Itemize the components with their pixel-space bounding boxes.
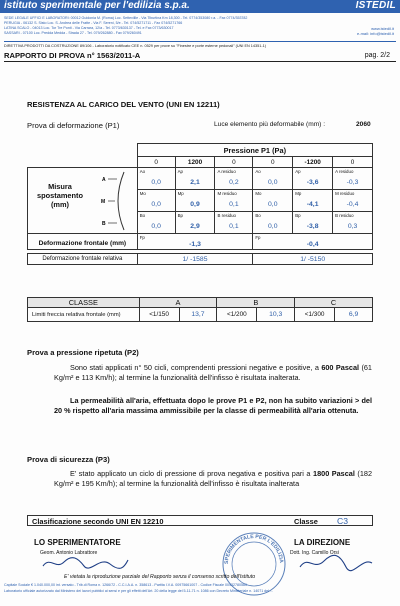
cell-bo-2: Bo 0,0 (253, 212, 293, 234)
relative-deformation-label: Deformazione frontale relativa (28, 254, 138, 265)
direction-name: Dott. Ing. Camillo Orsi (290, 550, 339, 556)
cell-mp-1: Mp 0,9 (175, 190, 215, 212)
classification-box (27, 515, 373, 526)
cell-bp-1: Bp 2,9 (175, 212, 215, 234)
cell-mo-2: Mo 0,0 (253, 190, 293, 212)
stamp-text: SPERIMENTALE PER L'EDILIZIA (223, 533, 285, 565)
email: e-mail: info@istedil.it (357, 31, 394, 36)
p3-paragraph: E' stato applicato un ciclo di pressione di prova negativa e positiva pari a 1800 Pascal (182 Kg/m² e 195 Km/h); al termine la funzionalità dell'infisso è risultata inalterata (54, 469, 373, 488)
title-rule (4, 61, 396, 62)
pressure-value: 0 (333, 157, 373, 168)
letterhead-rule (4, 41, 396, 42)
cell-bp-2: Bp -3,8 (293, 212, 333, 234)
pressure-value: 0 (137, 157, 175, 168)
cell-bres-1: B residuo 0,1 (215, 212, 253, 234)
value-b: 10,3 (257, 308, 295, 322)
class-c-header: C (295, 298, 373, 308)
letterhead-address-2: PERUGIA - 06132 S. Sisto Loc. S. Andrea delle Fratte - Via F. Sereni, 5/e - Tel. 074/5271711 - Fax 074/5271766 (4, 21, 183, 25)
displacement-label: Misura spostamento (mm) (37, 182, 83, 209)
experimenter-signature (40, 554, 130, 572)
limit-a: <1/150 (139, 308, 179, 322)
direction-signature (296, 553, 376, 573)
measurement-points-diagram (90, 168, 136, 234)
pressure-value: 0 (253, 157, 293, 168)
istedil-logo: ISTEDIL (355, 0, 396, 11)
p3-heading: Prova di sicurezza (P3) (27, 455, 110, 464)
classification-class-value: C3 (337, 516, 348, 526)
element-span-value: 2060 (356, 121, 371, 128)
limit-c: <1/300 (295, 308, 335, 322)
p1-deformation-table (27, 143, 373, 265)
cell-ao-2: Ao 0,0 (253, 168, 293, 190)
classification-label: Clasificazione secondo UNI EN 12210 (32, 517, 164, 526)
p2-paragraph: Sono stati applicati n° 50 cicli, comprendenti pressioni negative e positive, a 600 Pascal (61 Kg/m² e 113 Km/h); al termine la funzionalità dell'infisso è risultata inalterata. (54, 363, 372, 382)
cell-ares-1: A residuo 0,2 (215, 168, 253, 190)
letterhead-address-4: SASSARI - 07100 Loc. Predda Medda - Strada 27 - Tel. 079/262880 - Fax 079/260491 (4, 31, 142, 35)
cell-bres-2: B residuo 0,3 (333, 212, 373, 234)
p2-heading: Prova a pressione ripetuta (P2) (27, 348, 139, 357)
class-a-header: A (139, 298, 217, 308)
point-a-label: A (102, 177, 106, 183)
institute-stamp (220, 530, 288, 598)
p1-heading: Prova di deformazione (P1) (27, 121, 120, 130)
website: www.istedil.it (371, 26, 394, 31)
svg-text:SPERIMENTALE PER L'EDILIZIA (224, 534, 284, 564)
cell-ap-2: Ap -3,6 (293, 168, 333, 190)
limit-b: <1/200 (217, 308, 257, 322)
relative-deformation-positive: 1/ -1585 (137, 254, 253, 265)
point-b-label: B (102, 221, 106, 227)
pressure-value: 1200 (175, 157, 215, 168)
deformation-cell-positive: Fp -1,3 (137, 234, 253, 250)
reproduction-warning: E' vietata la riproduzione parziale del Rapporto senza il consenso scritto dell'Istituto (64, 574, 256, 580)
classification-class-label: Classe (294, 517, 318, 526)
cell-ao-1: Ao 0,0 (137, 168, 175, 190)
value-a: 13,7 (179, 308, 217, 322)
experimenter-title: LO SPERIMENTATORE (34, 538, 121, 547)
cell-mres-2: M residuo -0,4 (333, 190, 373, 212)
experimenter-name: Geom. Antonio Labrattore (40, 550, 98, 556)
class-b-header: B (217, 298, 295, 308)
letterhead-address-3: LATINA SCALO - 04013 Loc. Tor Tre Ponti - Via Carrara, 12/a - Tel. 0773/630137 - Tel. e Fax 0773/630017 (4, 26, 174, 30)
pressure-value: -1200 (293, 157, 333, 168)
air-permeability-paragraph: La permeabilità all'aria, effettuata dopo le prove P1 e P2, non ha subito variazioni > del 20 % rispetto all'aria massima ammissibile per la classe di permeabilità all'aria ottenuta. (54, 396, 372, 415)
class-header-label: CLASSE (28, 298, 140, 308)
pressure-value: 0 (215, 157, 253, 168)
element-span-label: Luce elemento più deformabile (mm) : (214, 121, 326, 128)
cell-mo-1: Mo 0,0 (137, 190, 175, 212)
footer-line-1: Capitale Sociale € 1.040.000,00 int. versato - Trib.di Roma n. 1266/72 - C.C.I.A.A. n. 358613 - Partita I.V.A. 00975661007 - Codice Fiscale 00432780585 (4, 583, 247, 587)
section-title: RESISTENZA AL CARICO DEL VENTO (UNI EN 12211) (27, 100, 220, 109)
footer-line-2: Laboratorio ufficiale autorizzato dal Ministero dei lavori pubblici ai sensi e per gli effetti dell'Art. 20 della legge del 5-11-71 n. 1086 con Decreto Ministeriale n. 14071 del ... (4, 589, 273, 593)
limits-label: Limiti freccia relativa frontale (mm) (28, 308, 140, 322)
direction-title: LA DIREZIONE (294, 538, 351, 547)
class-limits-table (27, 297, 373, 322)
deformation-cell-negative: Fp -0,4 (253, 234, 373, 250)
value-c: 6,9 (335, 308, 373, 322)
letterhead (0, 0, 400, 40)
pressure-title: Pressione P1 (Pa) (137, 144, 372, 157)
displacement-label-cell (28, 168, 138, 234)
company-name: istituto sperimentale per l'edilizia s.p.a. (4, 0, 190, 11)
page-number: pag. 2/2 (364, 52, 390, 59)
cell-ares-2: A residuo -0,3 (333, 168, 373, 190)
directive-note: DIRETTIVA PRODOTTI DA COSTRUZIONE 89/106 - Laboratorio notificato CEE n. 0529 per prove su "Finestre e porte esterne pedonali" (UNI EN 14351-1) (4, 44, 266, 48)
cell-mres-1: M residuo 0,1 (215, 190, 253, 212)
point-m-label: M (101, 199, 106, 205)
cell-mp-2: Mp -4,1 (293, 190, 333, 212)
cell-ap-1: Ap 2,1 (175, 168, 215, 190)
cell-bo-1: Bo 0,0 (137, 212, 175, 234)
relative-deformation-negative: 1/ -5150 (253, 254, 373, 265)
deformation-label: Deformazione frontale (mm) (28, 234, 138, 250)
letterhead-address-1: SEDE LEGALE UFFICI E LABORATORI: 00012 Guidonia M. (Roma) Loc. Settevillle - Via Tiburtina Km 18,300 - Tel. 0774/353080 r.a. - Fax 0774/353782 (4, 16, 248, 20)
report-title: RAPPORTO DI PROVA n° 1563/2011-A (4, 51, 141, 60)
